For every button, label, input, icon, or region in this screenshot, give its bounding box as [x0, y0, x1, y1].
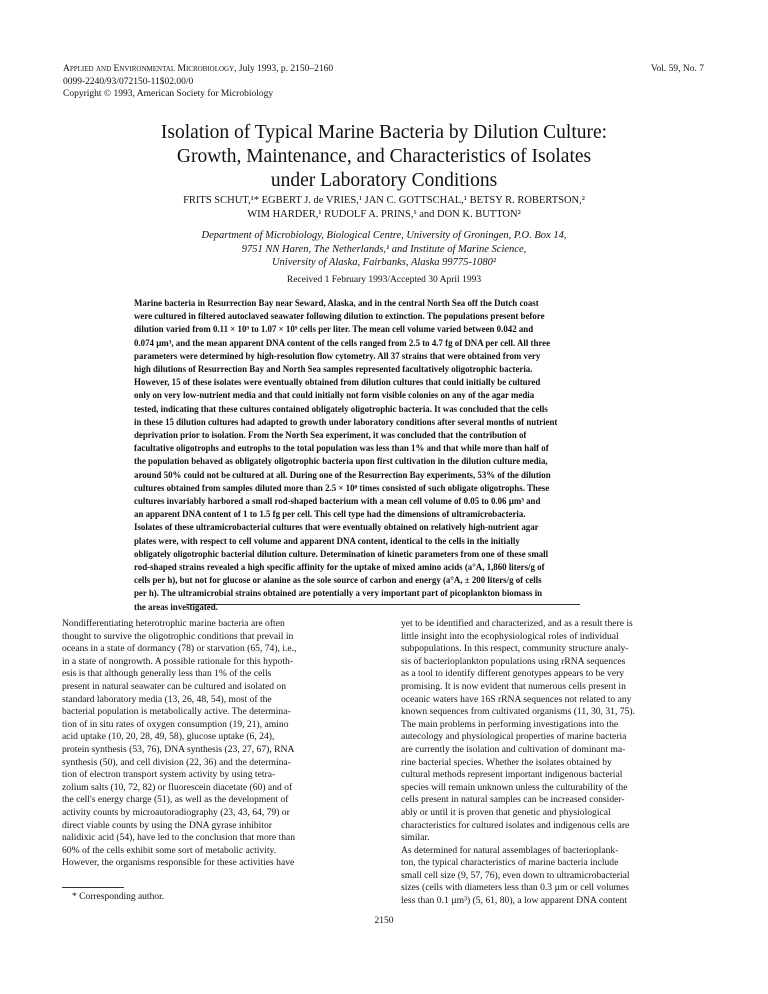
abstract [134, 297, 634, 614]
body-text-line: little insight into the ecophysiological roles of individual [401, 630, 619, 642]
article-title [60, 121, 708, 193]
abstract-line: cultures invariably harbored a small rod-shaped bacterium with a mean cell volume of 0.05 to 0.06 µm³ and [134, 496, 541, 507]
title-line: Isolation of Typical Marine Bacteria by Dilution Culture: [160, 122, 608, 143]
body-text-line: yet to be identified and characterized, and as a result there is [401, 618, 633, 629]
body-text-line: in a state of nongrowth. A possible rationale for this hypoth- [62, 655, 294, 667]
author-line: FRITS SCHUT,¹* EGBERT J. de VRIES,¹ JAN C. GOTTSCHAL,¹ BETSY R. ROBERTSON,² [183, 195, 585, 206]
affiliation-line: University of Alaska, Fairbanks, Alaska 99775-1080² [271, 257, 497, 268]
page-number: 2150 [374, 916, 394, 926]
body-text-line: activity counts by microautoradiography (23, 43, 64, 79) or [62, 806, 290, 818]
body-text-line: cultural methods represent important indigenous bacterial [401, 769, 623, 781]
body-text-line: present in natural seawater can be cultured and isolated on [62, 680, 287, 692]
body-text-line: tion of in situ rates of oxygen consumption (19, 21), amino [62, 718, 289, 730]
body-text-line: Nondifferentiating heterotrophic marine bacteria are often [62, 618, 285, 629]
abstract-line: parameters were determined by high-resolution flow cytometry. All 37 strains that were obtained from very [134, 350, 541, 361]
abstract-line: were cultured in filtered autoclaved seawater following dilution to extinction. The populations present before [134, 311, 545, 322]
section-divider [186, 604, 580, 605]
title-line: under Laboratory Conditions [270, 170, 498, 191]
body-text-line: small cell size (9, 57, 76), even down to ultramicrobacterial [401, 869, 630, 881]
journal-citation-line [63, 63, 483, 76]
abstract-line: around 50% could not be cultured at all. During one of the Resurrection Bay experiments, 53% of the dilution [134, 469, 551, 480]
body-text-line: The main problems in performing investigations into the [401, 718, 619, 730]
abstract-line: the population behaved as obligately oligotrophic bacteria upon first cultivation in the dilution culture media, [134, 456, 548, 467]
title-line: Growth, Maintenance, and Characteristics of Isolates [176, 146, 592, 167]
received-dates: Received 1 February 1993/Accepted 30 April 1993 [286, 275, 482, 285]
affiliation-line: 9751 NN Haren, The Netherlands,¹ and Institute of Marine Science, [241, 243, 527, 255]
body-text-line: thought to survive the oligotrophic conditions that prevail in [62, 630, 294, 642]
body-text-line: protein synthesis (53, 76), DNA synthesis (23, 27, 67), RNA [62, 743, 295, 755]
body-text-line: standard laboratory media (13, 26, 48, 54), most of the [62, 693, 272, 705]
volume-label: Vol. 59, No. 7 [650, 64, 704, 74]
abstract-line: 0.074 µm³, and the mean apparent DNA content of the cells ranged from 2.5 to 4.7 fg of DNA per cell. All three [134, 337, 551, 348]
abstract-line: cells per h), but not for glucose or alanine as the sole source of carbon and energy (a°A, ± 200 liters/g of cells [134, 575, 542, 586]
body-text-line: ably or until it is proven that genetic and physiological [401, 806, 611, 818]
abstract-line: per h). The ultramicrobial strains obtained are potentially a very important part of picoplankton biomass in [134, 588, 543, 599]
body-text-line: the cell's energy charge (51), as well as the development of [62, 794, 289, 806]
body-text-line: rine bacterial species. Whether the isolates obtained by [401, 756, 612, 768]
abstract-line: facultative oligotrophs and eutrophs to the total population was less than 1% and that while more than half of [134, 443, 549, 454]
abstract-line: the areas investigated. [134, 601, 218, 612]
abstract-line: rod-shaped strains revealed a high specific affinity for the uptake of mixed amino acids (a°A, 1,860 liters/g of [134, 562, 545, 573]
abstract-line: Isolates of these ultramicrobacterial cultures that were eventually obtained on relatively high-nutrient agar [134, 522, 539, 533]
abstract-line: Marine bacteria in Resurrection Bay near Seward, Alaska, and in the central North Sea off the Dutch coast [134, 298, 539, 308]
body-text-line: nalidixic acid (54), have led to the conclusion that more than [62, 832, 296, 844]
body-text-line: As determined for natural assemblages of bacterioplank- [401, 844, 619, 856]
body-text-line: less than 0.1 µm³) (5, 61, 80), a low apparent DNA content [401, 895, 628, 907]
author-line: WIM HARDER,¹ RUDOLF A. PRINS,¹ and DON K. BUTTON² [247, 208, 521, 220]
body-text-line: autecology and physiological properties of marine bacteria [401, 731, 627, 743]
body-text-line: species will remain unknown unless the culturability of the [401, 781, 628, 793]
body-text-line: as a tool to identify different genotypes appears to be very [401, 668, 625, 680]
body-text-line: acid uptake (10, 20, 28, 49, 58), glucose uptake (6, 24), [62, 731, 275, 743]
footnote-rule [62, 887, 124, 888]
body-text-line: similar. [401, 832, 430, 844]
body-text-line: known sequences from cultivated organisms (11, 30, 31, 75). [401, 706, 635, 718]
body-text-line: characteristics for cultured isolates and indigenous cells are [401, 819, 630, 831]
abstract-line: plates were, with respect to cell volume and apparent DNA content, identical to the cells in the initially [134, 535, 520, 546]
body-text-line: are currently the isolation and cultivation of dominant ma- [401, 743, 626, 755]
body-text-line: 60% of the cells exhibit some sort of metabolic activity. [62, 844, 277, 856]
abstract-line: high dilutions of Resurrection Bay and North Sea samples represented facultatively oligotrophic bacteria. [134, 364, 533, 375]
abstract-line: However, 15 of these isolates were eventually obtained from dilution cultures that could initially be cultured [134, 377, 541, 388]
affiliations [60, 229, 708, 270]
article-code: 0099-2240/93/072150-11$02.00/0 [63, 76, 194, 87]
body-text-line: direct viable counts by using the DNA gyrase inhibitor [62, 819, 272, 831]
body-text-line: zolium salts (10, 72, 82) or fluorescein diacetate (60) and of [62, 781, 293, 793]
footnote-corresponding-author: * Corresponding author. [72, 892, 165, 902]
body-text-line: bacterial population is metabolically active. The determina- [62, 706, 291, 718]
body-text-line: esis is that although generally less than 1% of the cells [62, 668, 272, 680]
abstract-line: obligately oligotrophic bacterial dilution culture. Determination of kinetic parameters from one of these small [134, 548, 549, 559]
body-text-line: subpopulations. In this respect, community structure analy- [401, 643, 629, 655]
abstract-line: deprivation prior to isolation. From the North Sea experiment, it was concluded that the contribution of [134, 430, 527, 441]
journal-citation: , July 1993, p. 2150–2160 [234, 64, 334, 74]
body-text-line: tion of electron transport system activity by using tetra- [62, 769, 276, 781]
body-column-left [62, 618, 368, 870]
body-text-line: sis of bacterioplankton populations using rRNA sequences [401, 655, 626, 667]
abstract-line: an apparent DNA content of 1 to 1.5 fg per cell. This cell type had the dimensions of ultramicrobacteria. [134, 509, 526, 520]
body-text-line: promising. It is now evident that numerous cells present in [401, 680, 626, 692]
body-text-line: sizes (cells with diameters less than 0.3 µm or cell volumes [401, 882, 629, 894]
author-list [60, 194, 708, 221]
abstract-line: dilution varied from 0.11 × 10⁹ to 1.07 × 10⁹ cells per liter. The mean cell volume varied between 0.042 and [134, 324, 534, 335]
abstract-line: only on very low-nutrient media and that could initially not form visible colonies on any of the agar media [134, 390, 535, 401]
abstract-line: cultures obtained from samples diluted more than 2.5 × 10⁸ times consisted of such obligate oligotrophs. These [134, 482, 550, 493]
journal-name: Applied and Environmental Microbiology [63, 64, 235, 74]
body-text-line: oceans in a state of dormancy (78) or starvation (65, 74), i.e., [62, 643, 297, 655]
journal-header [63, 63, 483, 101]
body-column-right [401, 618, 707, 908]
copyright-line: Copyright © 1993, American Society for Microbiology [63, 89, 274, 99]
affiliation-line: Department of Microbiology, Biological Centre, University of Groningen, P.O. Box 14, [201, 230, 567, 241]
body-text-line: However, the organisms responsible for these activities have [62, 857, 295, 869]
abstract-line: in these 15 dilution cultures had adapted to growth under laboratory conditions after several months of nutrient [134, 416, 558, 427]
body-text-line: oceanic waters have 16S rRNA sequences not related to any [401, 693, 632, 705]
abstract-line: tested, indicating that these cultures contained obligately oligotrophic bacteria. It was concluded that the cells [134, 403, 548, 414]
body-text-line: ton, the typical characteristics of marine bacteria include [401, 857, 619, 869]
body-text-line: synthesis (50), and cell division (22, 36) and the determina- [62, 756, 291, 768]
body-text-line: cells present in natural samples can be increased consider- [401, 794, 625, 806]
